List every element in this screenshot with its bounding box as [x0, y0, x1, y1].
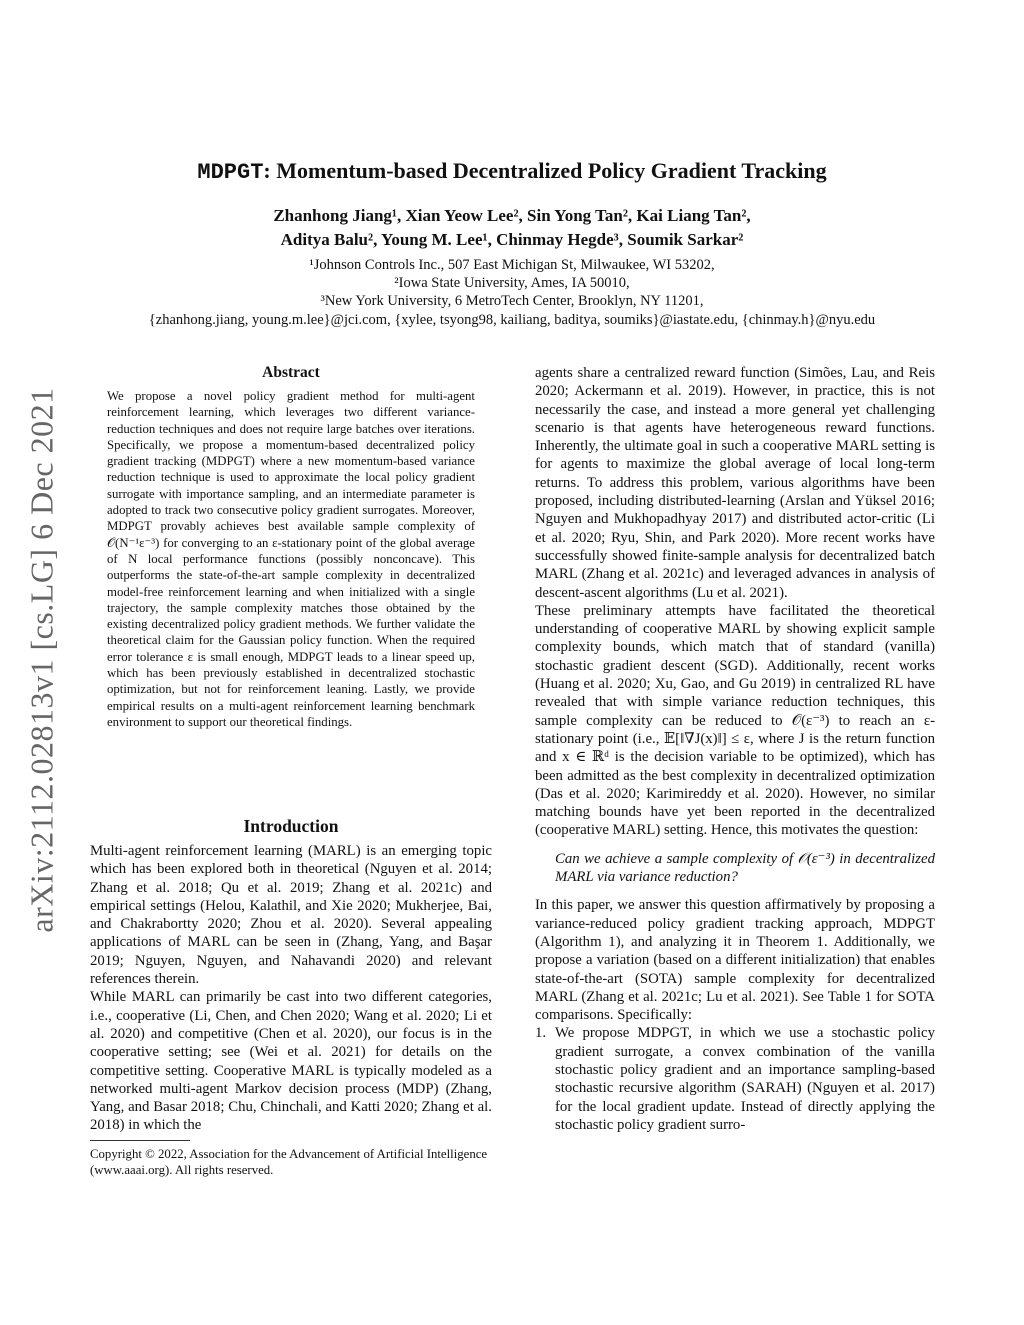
paper-title [0, 158, 1024, 185]
arxiv-id: arXiv:2112.02813v1 [cs.LG] 6 Dec 2021 [23, 387, 60, 933]
contribution-text: We propose MDPGT, in which we use a stochastic policy gradient surrogate, a convex combination of the vanilla stochastic policy gradient and an importance sampling-based stochastic recursive algorithm (SARAH) (Nguyen et al. 2017) for the local gradient update. Instead of directly applying the stochastic policy gradient surro- [555, 1025, 935, 1133]
right-paragraph-2: These preliminary attempts have facilitated the theoretical understanding of cooperative MARL by showing explicit sample complexity bounds, which match that of standard (vanilla) stochastic gradient descent (SGD). Additionally, recent works (Huang et al. 2020; Xu, Gao, and Gu 2019) in centralized RL have revealed that with simple variance reduction techniques, this sample complexity can be reduced to 𝒪(ε⁻³) to reach an ε-stationary point (i.e., 𝔼[‖∇J(x)‖] ≤ ε, where J is the return function and x ∈ ℝᵈ is the decision variable to be optimized), which has been admitted as the best complexity in decentralized optimization (Das et al. 2020; Karimireddy et al. 2020). However, no similar matching bounds have yet been reported in the decentralized (cooperative MARL) setting. Hence, this motivates the question: [535, 602, 935, 839]
list-number: 1. [535, 1025, 547, 1042]
intro-paragraph-1: Multi-agent reinforcement learning (MARL) is an emerging topic which has been explored both in theoretical (Nguyen et al. 2014; Zhang et al. 2018; Qu et al. 2019; Zhang et al. 2021c) and empirical settings (Helou, Kalathil, and Xie 2020; Mukherjee, Bai, and Chakrabortty 2020; Zhou et al. 2020). Several appealing applications of MARL can be seen in (Zhang, Yang, and Başar 2019; Nguyen, Nguyen, and Nahavandi 2020) and relevant references therein. [90, 843, 492, 988]
research-question: Can we achieve a sample complexity of 𝒪(ε⁻³) in decentralized MARL via variance reduction? [555, 850, 935, 886]
abstract-text: We propose a novel policy gradient method for multi-agent reinforcement learning, which leverages two different variance-reduction techniques and does not require large batches over iterations. Specifically, we propose a momentum-based decentralized policy gradient tracking (MDPGT) where a new momentum-based variance reduction technique is used to approximate the local policy gradient surrogate with importance sampling, and an intermediate parameter is adopted to track two consecutive policy gradient surrogates. Moreover, MDPGT provably achieves best available sample complexity of 𝒪(N⁻¹ε⁻³) for converging to an ε-stationary point of the global average of N local performance functions (possibly nonconcave). This outperforms the state-of-the-art sample complexity in decentralized model-free reinforcement learning and when initialized with a single trajectory, the sample complexity matches those obtained by the existing decentralized policy gradient methods. We further validate the theoretical claim for the Gaussian policy function. When the required error tolerance ε is small enough, MDPGT leads to a linear speed up, which has been previously established in decentralized stochastic optimization, but not for reinforcement leaning. Lastly, we provide empirical results on a multi-agent reinforcement learning benchmark environment to support our theoretical findings. [107, 389, 475, 729]
author-emails: {zhanhong.jiang, young.m.lee}@jci.com, {xylee, tsyong98, kailiang, baditya, soumiks}@iastate.edu, {chinmay.h}@nyu.edu [148, 312, 876, 328]
title-code: MDPGT [197, 160, 264, 185]
footnote-divider [90, 1140, 190, 1141]
arxiv-sidebar-stamp [22, 360, 62, 960]
affiliation-3: ³New York University, 6 MetroTech Center, Brooklyn, NY 11201, [320, 293, 704, 309]
authors-line-2: Aditya Balu², Young M. Lee¹, Chinmay Hegde³, Soumik Sarkar² [280, 230, 744, 249]
affiliation-1: ¹Johnson Controls Inc., 507 East Michigan St, Milwaukee, WI 53202, [309, 257, 715, 273]
abstract-heading: Abstract [262, 364, 320, 381]
right-paragraph-1: agents share a centralized reward function (Simões, Lau, and Reis 2020; Ackermann et al. 2019). However, in practice, this is not necessarily the case, and instead a more general yet challenging scenario is that agents have heterogeneous reward functions. Inherently, the ultimate goal in such a cooperative MARL setting is for agents to maximize the global average of local long-term returns. To address this problem, various algorithms have been proposed, including distributed-learning (Arslan and Yüksel 2016; Nguyen and Mukhopadhyay 2017) and distributed actor-critic (Li et al. 2020; Ryu, Shin, and Park 2020). More recent works have successfully showed finite-sample analysis for decentralized batch MARL (Zhang et al. 2021c) and leveraged advances in analysis of descent-ascent algorithms (Lu et al. 2021). [535, 365, 935, 601]
introduction-heading: Introduction [243, 816, 339, 836]
copyright-notice: Copyright © 2022, Association for the Advancement of Artificial Intelligence (www.aaai.org). All rights reserved. [90, 1147, 488, 1177]
right-column-body [535, 364, 935, 1134]
intro-body [90, 842, 492, 1135]
title-text: : Momentum-based Decentralized Policy Gradient Tracking [263, 158, 827, 183]
affiliation-2: ²Iowa State University, Ames, IA 50010, [394, 275, 630, 291]
intro-paragraph-2: While MARL can primarily be cast into two different categories, i.e., cooperative (Li, Chen, and Chen 2020; Wang et al. 2020; Li et al. 2020) and competitive (Chen et al. 2020), our focus is in the cooperative setting; see (Wei et al. 2021) for details on the competitive setting. Cooperative MARL is typically modeled as a networked multi-agent Markov decision process (MDP) (Zhang, Yang, and Basar 2018; Chu, Chinchali, and Katti 2020; Zhang et al. 2018) in which the [90, 989, 492, 1134]
contribution-item-1 [535, 1024, 935, 1134]
right-paragraph-3: In this paper, we answer this question affirmatively by proposing a variance-reduced policy gradient tracking approach, MDPGT (Algorithm 1), and analyzing it in Theorem 1. Additionally, we propose a variation (based on a different initialization) that enables state-of-the-art (SOTA) sample complexity for decentralized MARL (Zhang et al. 2021c; Lu et al. 2021). See Table 1 for SOTA comparisons. Specifically: [535, 897, 935, 1024]
authors-line-1: Zhanhong Jiang¹, Xian Yeow Lee², Sin Yong Tan², Kai Liang Tan², [273, 206, 751, 225]
